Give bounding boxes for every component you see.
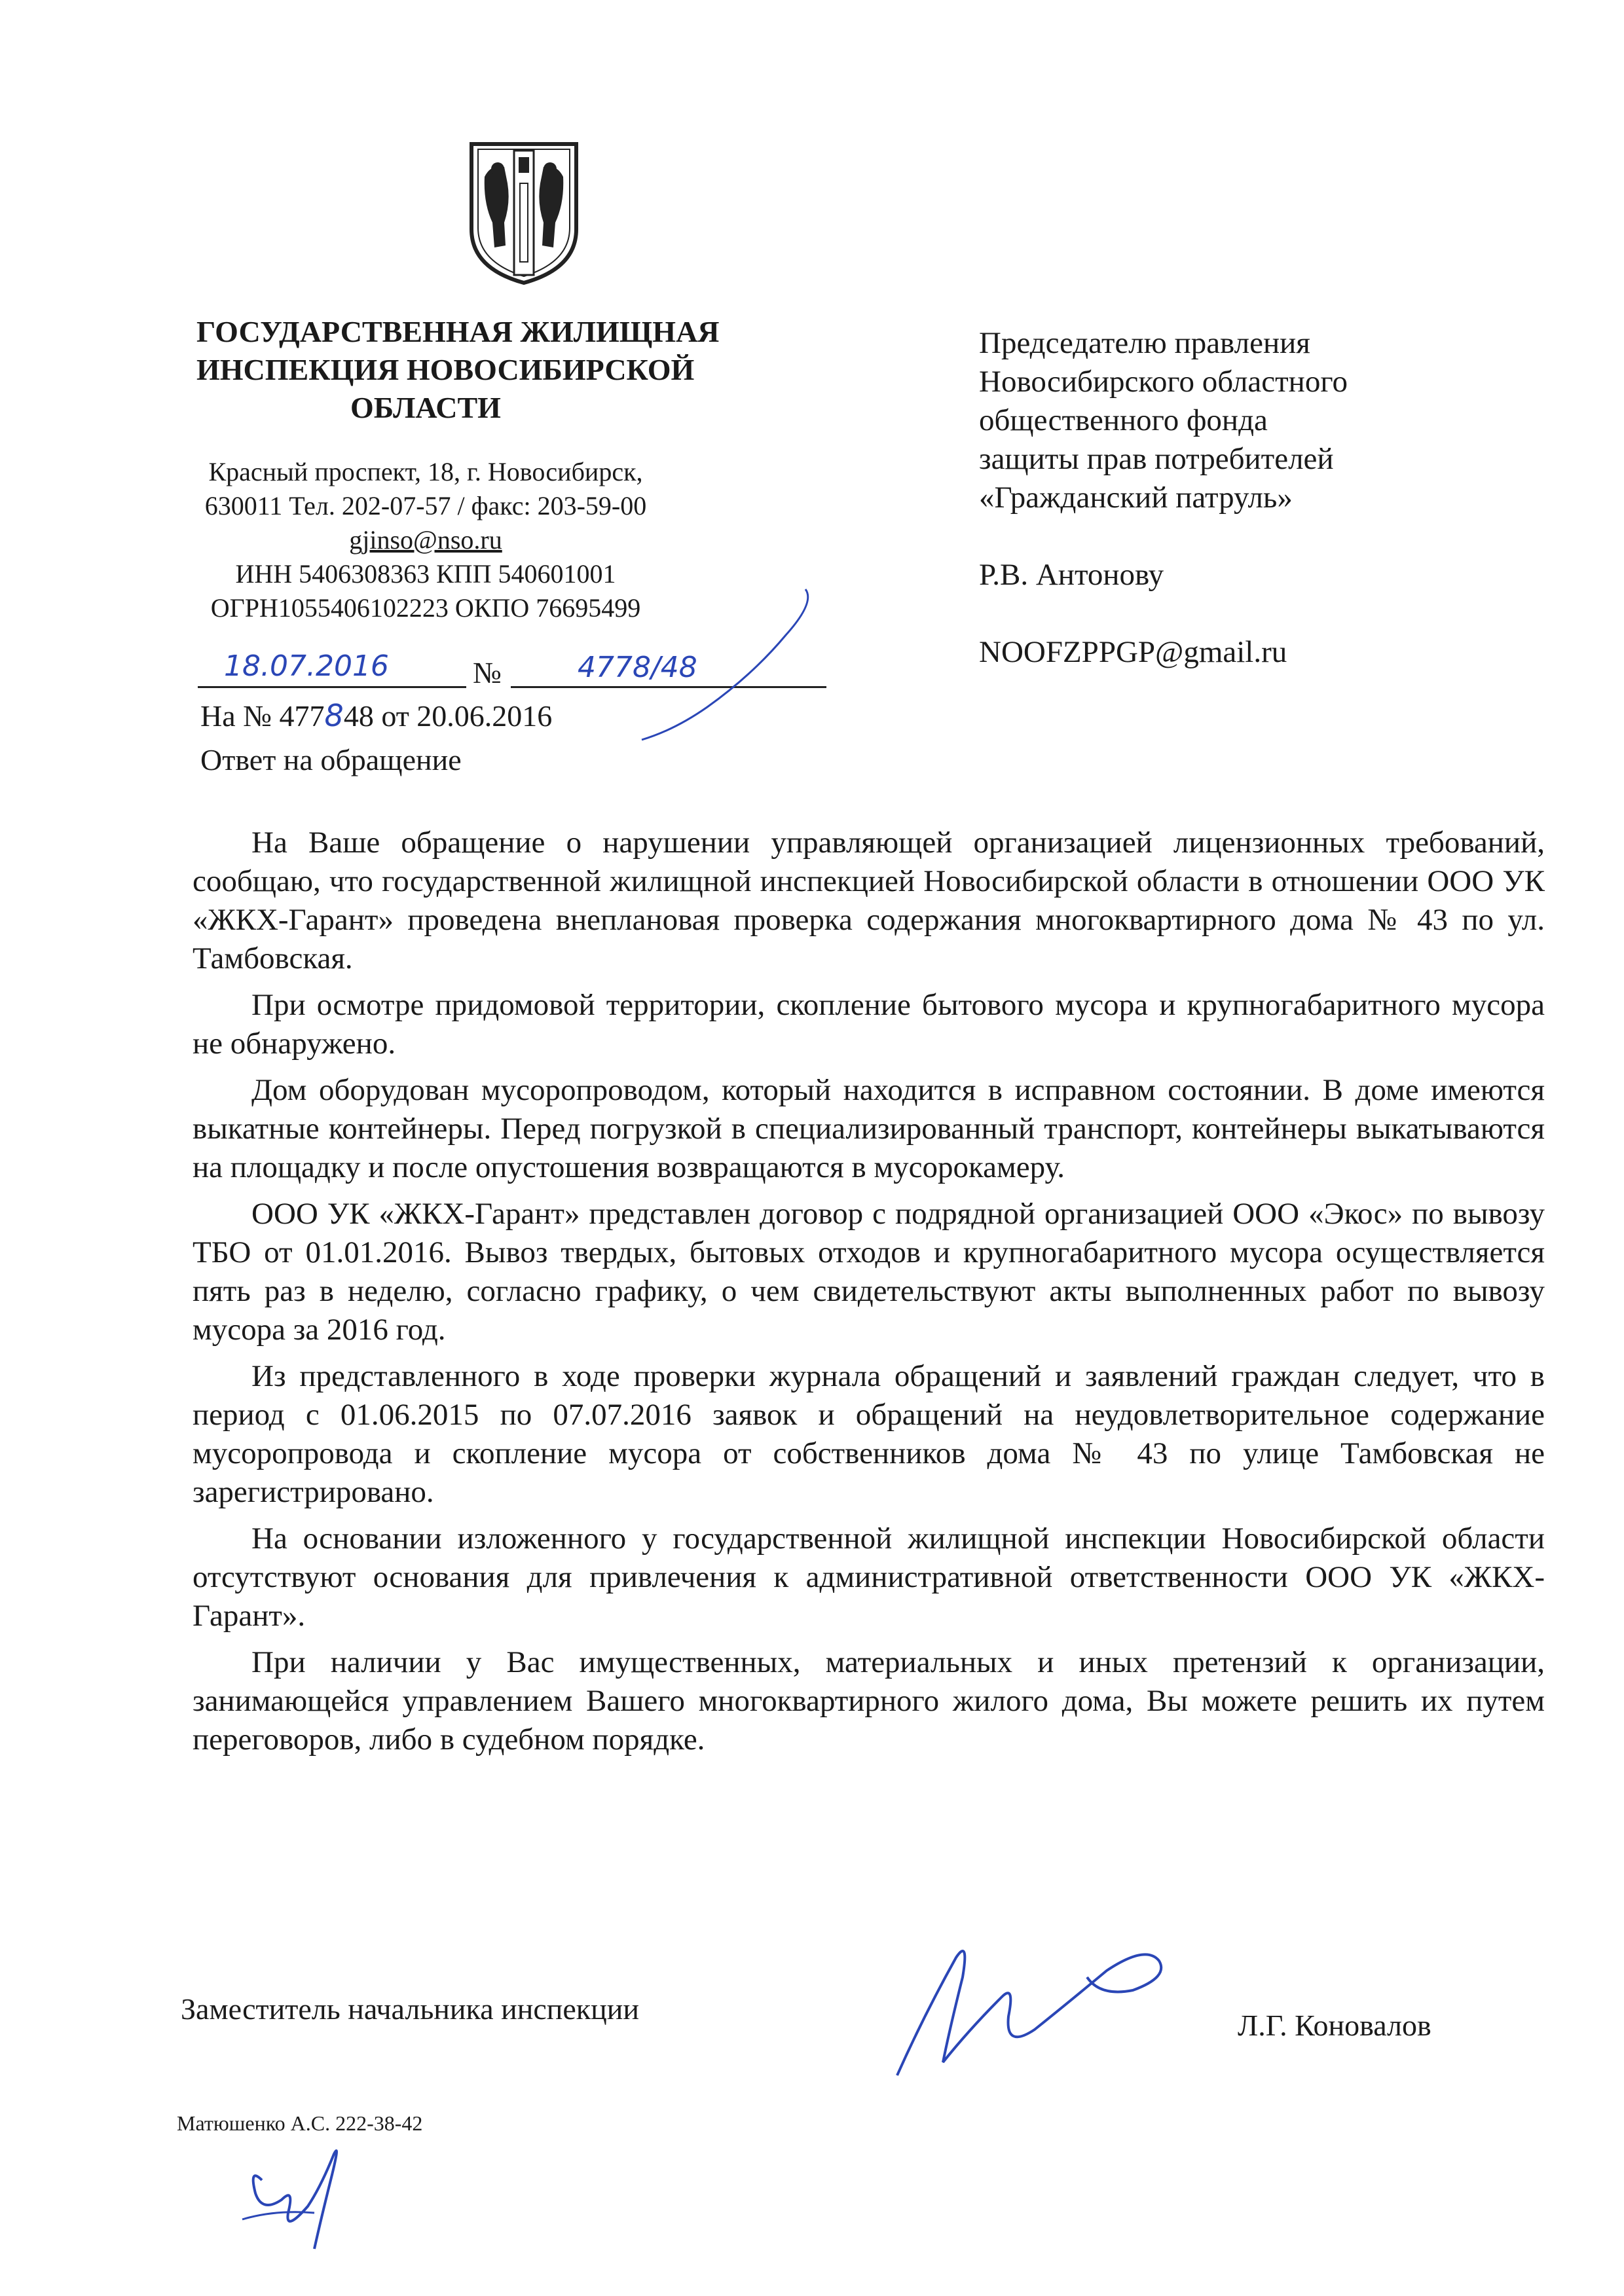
number-sign: №: [473, 656, 502, 689]
body-paragraph: ООО УК «ЖКХ-Гарант» представлен договор с подрядной организацией ООО «Экос» по вывозу ТБО от 01.01.2016. Вывоз твердых, бытовых отходов и крупногабаритного мусора осуществляется пять раз в неделю, согласно графику, о чем свидетельствуют акты выполненных работ по вывозу мусора за 2016 год.: [193, 1197, 1545, 1347]
coat-of-arms-emblem: [458, 131, 589, 288]
org-title-line: ГОСУДАРСТВЕННАЯ ЖИЛИЩНАЯ: [196, 315, 720, 348]
recipient-block: [979, 324, 1568, 672]
body-paragraph: Из представленного в ходе проверки журнала обращений и заявлений граждан следует, что в период с 01.06.2015 по 07.07.2016 заявок и обращений на неудовлетворительное содержание мусоропровода и скопление мусора от собственников дома № 43 по улице Тамбовская не зарегистрировано.: [193, 1359, 1545, 1509]
handwritten-reg-date: 18.07.2016: [224, 649, 389, 683]
handwritten-stroke: [589, 576, 825, 746]
recipient-line: общественного фонда: [979, 403, 1268, 437]
reference-line: [200, 697, 552, 735]
reference-suffix: 48 от 20.06.2016: [343, 699, 553, 733]
organization-contacts: [196, 455, 655, 625]
executor-contact: Матюшенко А.С. 222-38-42: [177, 2111, 423, 2135]
recipient-email[interactable]: NOOFZPPGP@gmail.ru: [979, 635, 1287, 669]
handwritten-signature: [871, 1899, 1185, 2095]
date-underline: [198, 686, 466, 688]
handwritten-initials: [236, 2141, 367, 2252]
letter-subject: Ответ на обращение: [200, 743, 462, 776]
recipient-name: Р.В. Антонову: [979, 558, 1164, 592]
reference-prefix: На № 477: [200, 699, 325, 733]
ogrn-okpo-line: ОГРН1055406102223 ОКПО 76695499: [210, 593, 641, 623]
signer-position: Заместитель начальника инспекции: [181, 1992, 639, 2026]
recipient-line: защиты прав потребителей: [979, 442, 1334, 476]
recipient-line: Председателю правления: [979, 326, 1310, 360]
address-line: Красный проспект, 18, г. Новосибирск,: [208, 457, 643, 486]
body-paragraph: На основании изложенного у государственной жилищной инспекции Новосибирской области отсутствуют основания для привлечения к административной ответственности ООО УК «ЖКХ-Гарант».: [193, 1522, 1545, 1633]
organization-title: [196, 313, 720, 427]
org-email-link[interactable]: gjinso@nso.ru: [349, 525, 502, 555]
handwritten-reference-digit: 8: [324, 698, 344, 733]
org-title-line: ОБЛАСТИ: [350, 391, 501, 424]
address-phone-line: 630011 Тел. 202-07-57 / факс: 203-59-00: [204, 491, 647, 520]
signer-name: Л.Г. Коновалов: [1238, 2009, 1431, 2042]
inn-kpp-line: ИНН 5406308363 КПП 540601001: [235, 559, 616, 589]
body-paragraph: При наличии у Вас имущественных, материальных и иных претензий к организации, занимающейся управлением Вашего многоквартирного жилого дома, Вы можете решить их путем переговоров, либо в судебном порядке.: [193, 1645, 1545, 1757]
org-title-line: ИНСПЕКЦИЯ НОВОСИБИРСКОЙ: [196, 353, 695, 386]
handwritten-reg-number: 4778/48: [578, 651, 697, 684]
body-paragraph: При осмотре придомовой территории, скопление бытового мусора и крупногабаритного мусора не обнаружено.: [193, 988, 1545, 1061]
letter-body: [193, 824, 1545, 1767]
body-paragraph: На Ваше обращение о нарушении управляющей организацией лицензионных требований, сообщаю, что государственной жилищной инспекцией Новосибирской области в отношении ООО УК «ЖКХ-Гарант» проведена внеплановая проверка содержания многоквартирного дома № 43 по ул. Тамбовская.: [193, 826, 1545, 975]
body-paragraph: Дом оборудован мусоропроводом, который находится в исправном состоянии. В доме имеются выкатные контейнеры. Перед погрузкой в специализированный транспорт, контейнеры выкатываются на площадку и после опустошения возвращаются в мусорокамеру.: [193, 1073, 1545, 1184]
recipient-line: Новосибирского областного: [979, 365, 1348, 399]
recipient-line: «Гражданский патруль»: [979, 481, 1293, 515]
